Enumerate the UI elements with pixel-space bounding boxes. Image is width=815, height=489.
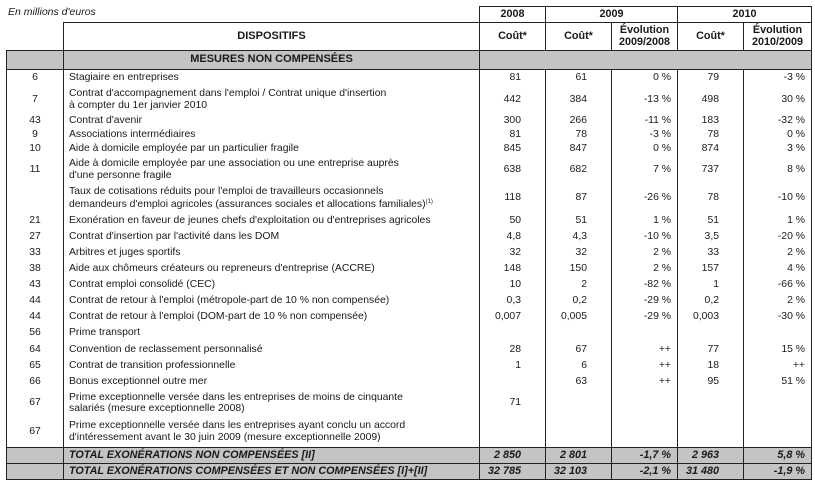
- total-cost-2010: 2 963: [678, 448, 744, 464]
- row-number: [7, 183, 64, 214]
- cost-2010: 51: [678, 214, 744, 229]
- evolution-2009-header: Évolution 2009/2008: [612, 23, 678, 51]
- cost-2010: 33: [678, 245, 744, 261]
- cout-2010-header: Coût*: [678, 23, 744, 51]
- total-row: [7, 464, 812, 480]
- cost-2010: 183: [678, 114, 744, 128]
- total-label: TOTAL EXONÉRATIONS COMPENSÉES ET NON COMPENSÉES [I]+[II]: [64, 464, 480, 480]
- unit-label: En millions d'euros: [8, 6, 96, 18]
- row-label: [64, 142, 480, 157]
- table-row: [7, 325, 812, 342]
- evolution-2010: -20 %: [744, 229, 812, 245]
- row-number: 44: [7, 293, 64, 309]
- row-label-line: Exonération en faveur de jeunes chefs d'exploitation ou d'entreprises agricoles: [69, 215, 431, 227]
- row-label: [64, 325, 480, 342]
- cost-2009: 847: [546, 142, 612, 157]
- row-label-line: Arbitres et juges sportifs: [69, 246, 181, 258]
- cost-2009: 51: [546, 214, 612, 229]
- table-row: [7, 358, 812, 374]
- total-evolution-2009: -2,1 %: [612, 464, 678, 480]
- evolution-2009: 0 %: [612, 142, 678, 157]
- cost-2009: 61: [546, 70, 612, 86]
- cost-2010: 3,5: [678, 229, 744, 245]
- table-row: [7, 277, 812, 293]
- cost-2010: 498: [678, 86, 744, 114]
- table-row: [7, 86, 812, 114]
- evolution-2009: [612, 390, 678, 417]
- evolution-2009: ++: [612, 342, 678, 358]
- row-label-line-2: salariés (mesure exceptionnelle 2008): [69, 403, 245, 414]
- footnote-marker: (1): [425, 199, 433, 205]
- row-label: [64, 261, 480, 277]
- row-label: [64, 342, 480, 358]
- row-label: [64, 374, 480, 390]
- row-label-line: Aide à domicile employée par un particulier fragile: [69, 143, 299, 155]
- section-title: MESURES NON COMPENSÉES: [64, 51, 480, 70]
- table-row: [7, 157, 812, 183]
- evolution-2010-header: Évolution 2010/2009: [744, 23, 812, 51]
- cost-2010: [678, 390, 744, 417]
- row-label: [64, 277, 480, 293]
- row-number: 9: [7, 128, 64, 142]
- evolution-2010: -32 %: [744, 114, 812, 128]
- row-label-line: Contrat d'insertion par l'activité dans les DOM: [69, 230, 280, 242]
- row-label: [64, 214, 480, 229]
- section-values-cell: [480, 51, 812, 70]
- row-label: [64, 86, 480, 114]
- total-cost-2008: 2 850: [480, 448, 546, 464]
- cost-2009: 6: [546, 358, 612, 374]
- table-row: [7, 342, 812, 358]
- row-label-line: Contrat d'accompagnement dans l'emploi / Contrat unique d'insertion: [69, 88, 387, 99]
- evolution-2009: 7 %: [612, 157, 678, 183]
- table-row: [7, 128, 812, 142]
- row-label-line-2: à compter du 1er janvier 2010: [69, 99, 208, 111]
- total-label: TOTAL EXONÉRATIONS NON COMPENSÉES [II]: [64, 448, 480, 464]
- cost-2009: [546, 390, 612, 417]
- row-label-line: Aide à domicile employée par une association ou une entreprise auprès: [69, 158, 399, 169]
- cost-2008: 300: [480, 114, 546, 128]
- cost-2008: 10: [480, 277, 546, 293]
- total-row: [7, 448, 812, 464]
- row-number: 27: [7, 229, 64, 245]
- evolution-2009: -10 %: [612, 229, 678, 245]
- total-cost-2008: 32 785: [480, 464, 546, 480]
- cost-2008: 71: [480, 390, 546, 417]
- evolution-2010: 1 %: [744, 214, 812, 229]
- cost-2010: [678, 325, 744, 342]
- total-evolution-2010: -1,9 %: [744, 464, 812, 480]
- cost-2008: 0,007: [480, 309, 546, 325]
- cost-2009: 150: [546, 261, 612, 277]
- evolution-2009: 0 %: [612, 70, 678, 86]
- table-body: [7, 70, 812, 448]
- row-number: 43: [7, 277, 64, 293]
- evolution-2009: -29 %: [612, 309, 678, 325]
- row-label: [64, 390, 480, 417]
- evolution-2010: -3 %: [744, 70, 812, 86]
- cost-2010: 77: [678, 342, 744, 358]
- cost-2010: 157: [678, 261, 744, 277]
- evolution-2009: [612, 325, 678, 342]
- column-header-row: [7, 23, 812, 51]
- total-evolution-2009: -1,7 %: [612, 448, 678, 464]
- evolution-2010: [744, 417, 812, 448]
- row-label: [64, 157, 480, 183]
- evolution-2010: 3 %: [744, 142, 812, 157]
- year-2008-header: 2008: [480, 7, 546, 23]
- evolution-2010: 2 %: [744, 293, 812, 309]
- cost-2008: 442: [480, 86, 546, 114]
- cost-2010: 0,003: [678, 309, 744, 325]
- row-label-line-2: d'une personne fragile: [69, 169, 172, 181]
- evolution-2009: -3 %: [612, 128, 678, 142]
- cost-2008: 1: [480, 358, 546, 374]
- evolution-2010: 4 %: [744, 261, 812, 277]
- row-number: 67: [7, 417, 64, 448]
- row-label: [64, 114, 480, 128]
- row-label: [64, 358, 480, 374]
- cost-2009: 87: [546, 183, 612, 214]
- cost-2010: 737: [678, 157, 744, 183]
- cost-2010: 1: [678, 277, 744, 293]
- dispositifs-header: DISPOSITIFS: [64, 23, 480, 51]
- row-label-line: Aide aux chômeurs créateurs ou repreneurs d'entreprise (ACCRE): [69, 262, 375, 274]
- row-number: 7: [7, 86, 64, 114]
- evolution-2010: -66 %: [744, 277, 812, 293]
- table-row: [7, 229, 812, 245]
- row-number: 66: [7, 374, 64, 390]
- cost-2009: 32: [546, 245, 612, 261]
- row-number: 67: [7, 390, 64, 417]
- evolution-2010: 51 %: [744, 374, 812, 390]
- row-number: 64: [7, 342, 64, 358]
- evolution-2010: [744, 390, 812, 417]
- evolution-2009: 1 %: [612, 214, 678, 229]
- cost-2008: [480, 325, 546, 342]
- cout-2009-header: Coût*: [546, 23, 612, 51]
- row-label-line: Contrat de transition professionnelle: [69, 359, 236, 371]
- cost-2008: 28: [480, 342, 546, 358]
- evolution-2010: 0 %: [744, 128, 812, 142]
- evolution-2010: 30 %: [744, 86, 812, 114]
- cost-2008: 4,8: [480, 229, 546, 245]
- evolution-2010: -10 %: [744, 183, 812, 214]
- row-label-line: Prime exceptionnelle versée dans les entreprises de moins de cinquante: [69, 391, 403, 403]
- table-row: [7, 114, 812, 128]
- cost-2009: 4,3: [546, 229, 612, 245]
- row-label-line: Prime exceptionnelle versée dans les entreprises ayant conclu un accord: [69, 420, 406, 432]
- evolution-2009: -29 %: [612, 293, 678, 309]
- cost-2008: 148: [480, 261, 546, 277]
- section-number-cell: [7, 51, 64, 70]
- table-row: [7, 390, 812, 417]
- row-label-line: Stagiaire en entreprises: [69, 72, 179, 83]
- cost-2008: 32: [480, 245, 546, 261]
- table-row: [7, 293, 812, 309]
- evolution-2009: ++: [612, 374, 678, 390]
- total-cost-2010: 31 480: [678, 464, 744, 480]
- total-evolution-2010: 5,8 %: [744, 448, 812, 464]
- cost-2008: 81: [480, 70, 546, 86]
- row-number: 56: [7, 325, 64, 342]
- row-label-line: Taux de cotisations réduits pour l'emploi de travailleurs occasionnels: [69, 185, 384, 197]
- row-label-line-2: demandeurs d'emploi agricoles (assurances sociales et allocations familiales): [69, 199, 426, 210]
- cost-2009: 0,2: [546, 293, 612, 309]
- row-label-line: Convention de reclassement personnalisé: [69, 343, 263, 355]
- cost-2009: [546, 325, 612, 342]
- row-label-line: Bonus exceptionnel outre mer: [69, 375, 208, 387]
- cost-2009: [546, 417, 612, 448]
- row-label-line: Contrat de retour à l'emploi (DOM-part de 10 % non compensée): [69, 310, 368, 322]
- cost-2008: 118: [480, 183, 546, 214]
- row-label: [64, 293, 480, 309]
- cout-2008-header: Coût*: [480, 23, 546, 51]
- row-label-line: Contrat d'avenir: [69, 114, 143, 126]
- row-label: [64, 70, 480, 86]
- table-row: [7, 245, 812, 261]
- row-number: 10: [7, 142, 64, 157]
- row-number: 38: [7, 261, 64, 277]
- total-number-cell: [7, 464, 64, 480]
- evolution-2009: 2 %: [612, 261, 678, 277]
- cost-2010: [678, 417, 744, 448]
- cost-2008: [480, 374, 546, 390]
- row-number: 65: [7, 358, 64, 374]
- evolution-2009: -11 %: [612, 114, 678, 128]
- row-label: [64, 309, 480, 325]
- evolution-2009: 2 %: [612, 245, 678, 261]
- evolution-2010: [744, 325, 812, 342]
- evolution-2009: -13 %: [612, 86, 678, 114]
- cost-2008: [480, 417, 546, 448]
- evolution-2010: -30 %: [744, 309, 812, 325]
- cost-2009: 63: [546, 374, 612, 390]
- row-label: [64, 183, 480, 214]
- cost-2008: 50: [480, 214, 546, 229]
- row-label-line: Prime transport: [69, 327, 141, 339]
- row-label: [64, 128, 480, 142]
- number-column-header: [7, 23, 64, 51]
- table-row: [7, 142, 812, 157]
- evolution-2010: 15 %: [744, 342, 812, 358]
- cost-2010: 95: [678, 374, 744, 390]
- cost-2009: 266: [546, 114, 612, 128]
- row-number: 43: [7, 114, 64, 128]
- row-label: [64, 245, 480, 261]
- total-number-cell: [7, 448, 64, 464]
- cost-2008: 638: [480, 157, 546, 183]
- table-row: [7, 309, 812, 325]
- cost-2009: 2: [546, 277, 612, 293]
- blank-header-cell: [64, 7, 480, 23]
- cost-2010: 0,2: [678, 293, 744, 309]
- row-number: 44: [7, 309, 64, 325]
- evolution-2009: -82 %: [612, 277, 678, 293]
- blank-header-cell: [7, 7, 64, 23]
- cost-2008: 845: [480, 142, 546, 157]
- evolution-2009: [612, 417, 678, 448]
- row-label-line: Contrat emploi consolidé (CEC): [69, 278, 216, 290]
- evolution-2010: 8 %: [744, 157, 812, 183]
- cost-2010: 18: [678, 358, 744, 374]
- table-row: [7, 374, 812, 390]
- row-number: 6: [7, 70, 64, 86]
- cost-2008: 81: [480, 128, 546, 142]
- row-label-line-2: d'intéressement avant le 30 juin 2009 (mesure exceptionnelle 2009): [69, 431, 381, 443]
- cost-2008: 0,3: [480, 293, 546, 309]
- row-label-line: Associations intermédiaires: [69, 128, 196, 140]
- cost-2009: 682: [546, 157, 612, 183]
- year-2009-header: 2009: [546, 7, 678, 23]
- cost-2009: 0,005: [546, 309, 612, 325]
- total-cost-2009: 2 801: [546, 448, 612, 464]
- year-2010-header: 2010: [678, 7, 812, 23]
- row-label: [64, 417, 480, 448]
- cost-2009: 384: [546, 86, 612, 114]
- row-number: 11: [7, 157, 64, 183]
- table-row: [7, 214, 812, 229]
- cost-2010: 79: [678, 70, 744, 86]
- cost-2009: 67: [546, 342, 612, 358]
- cost-2009: 78: [546, 128, 612, 142]
- table-row: [7, 70, 812, 86]
- year-header-row: [7, 7, 812, 23]
- table-row: [7, 417, 812, 448]
- evolution-2010: 2 %: [744, 245, 812, 261]
- total-cost-2009: 32 103: [546, 464, 612, 480]
- row-label-line: Contrat de retour à l'emploi (métropole-part de 10 % non compensée): [69, 294, 390, 306]
- totals-body: [7, 448, 812, 480]
- table-row: [7, 183, 812, 214]
- evolution-2009: ++: [612, 358, 678, 374]
- evolution-2010: ++: [744, 358, 812, 374]
- table-row: [7, 261, 812, 277]
- row-number: 33: [7, 245, 64, 261]
- evolution-2009: -26 %: [612, 183, 678, 214]
- cost-2010: 78: [678, 183, 744, 214]
- cost-2010: 874: [678, 142, 744, 157]
- row-label: [64, 229, 480, 245]
- cost-2010: 78: [678, 128, 744, 142]
- section-header-row: [7, 51, 812, 70]
- row-number: 21: [7, 214, 64, 229]
- exonerations-table: [6, 6, 812, 480]
